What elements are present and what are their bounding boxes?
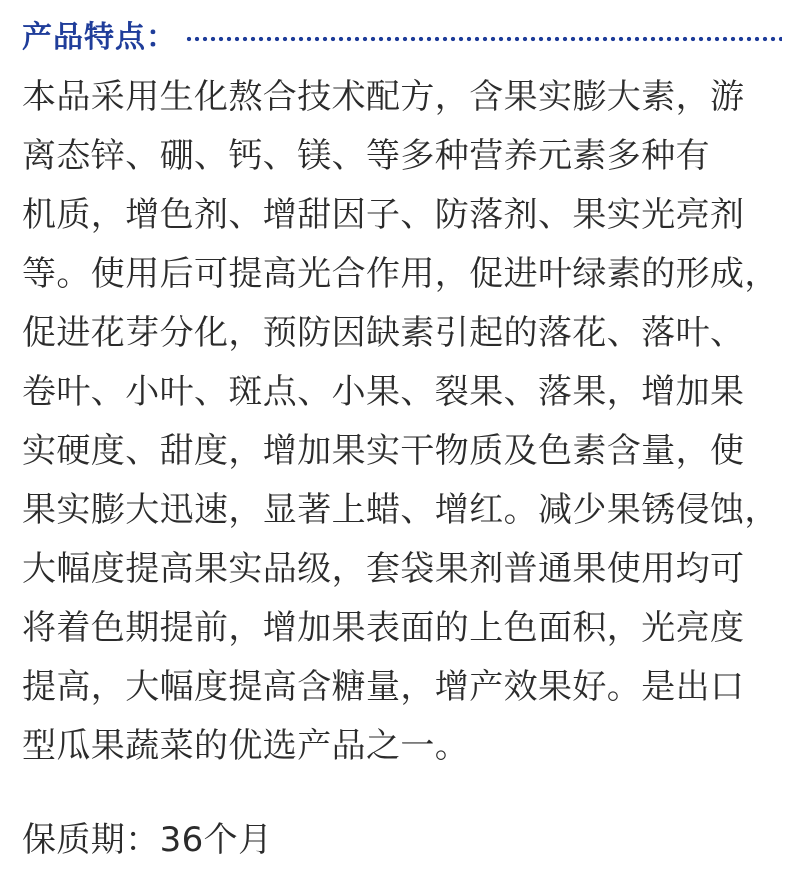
shelf-life: 保质期：36个月 bbox=[22, 820, 273, 860]
description-line: 机质，增色剂、增甜因子、防落剂、果实光亮剂 bbox=[22, 195, 745, 235]
description-line: 本品采用生化熬合技术配方，含果实膨大素，游 bbox=[22, 77, 745, 117]
description-line: 促进花芽分化，预防因缺素引起的落花、落叶、 bbox=[22, 313, 745, 353]
description-line: 卷叶、小叶、斑点、小果、裂果、落果，增加果 bbox=[22, 372, 745, 412]
description-line: 将着色期提前，增加果表面的上色面积，光亮度 bbox=[22, 608, 745, 648]
section-title: 产品特点： bbox=[22, 20, 177, 55]
description-line: 型瓜果蔬菜的优选产品之一。 bbox=[22, 726, 470, 766]
description-line: 大幅度提高果实品级，套袋果剂普通果使用均可 bbox=[22, 549, 745, 589]
dotted-divider bbox=[185, 35, 782, 43]
product-description bbox=[22, 68, 792, 776]
description-line: 实硬度、甜度，增加果实干物质及色素含量，使 bbox=[22, 431, 745, 471]
description-line: 等。使用后可提高光合作用，促进叶绿素的形成， bbox=[22, 254, 779, 294]
description-line: 提高，大幅度提高含糖量，增产效果好。是出口 bbox=[22, 667, 745, 707]
description-line: 离态锌、硼、钙、镁、等多种营养元素多种有 bbox=[22, 136, 710, 176]
section-header bbox=[22, 6, 782, 62]
description-line: 果实膨大迅速，显著上蜡、增红。减少果锈侵蚀， bbox=[22, 490, 779, 530]
